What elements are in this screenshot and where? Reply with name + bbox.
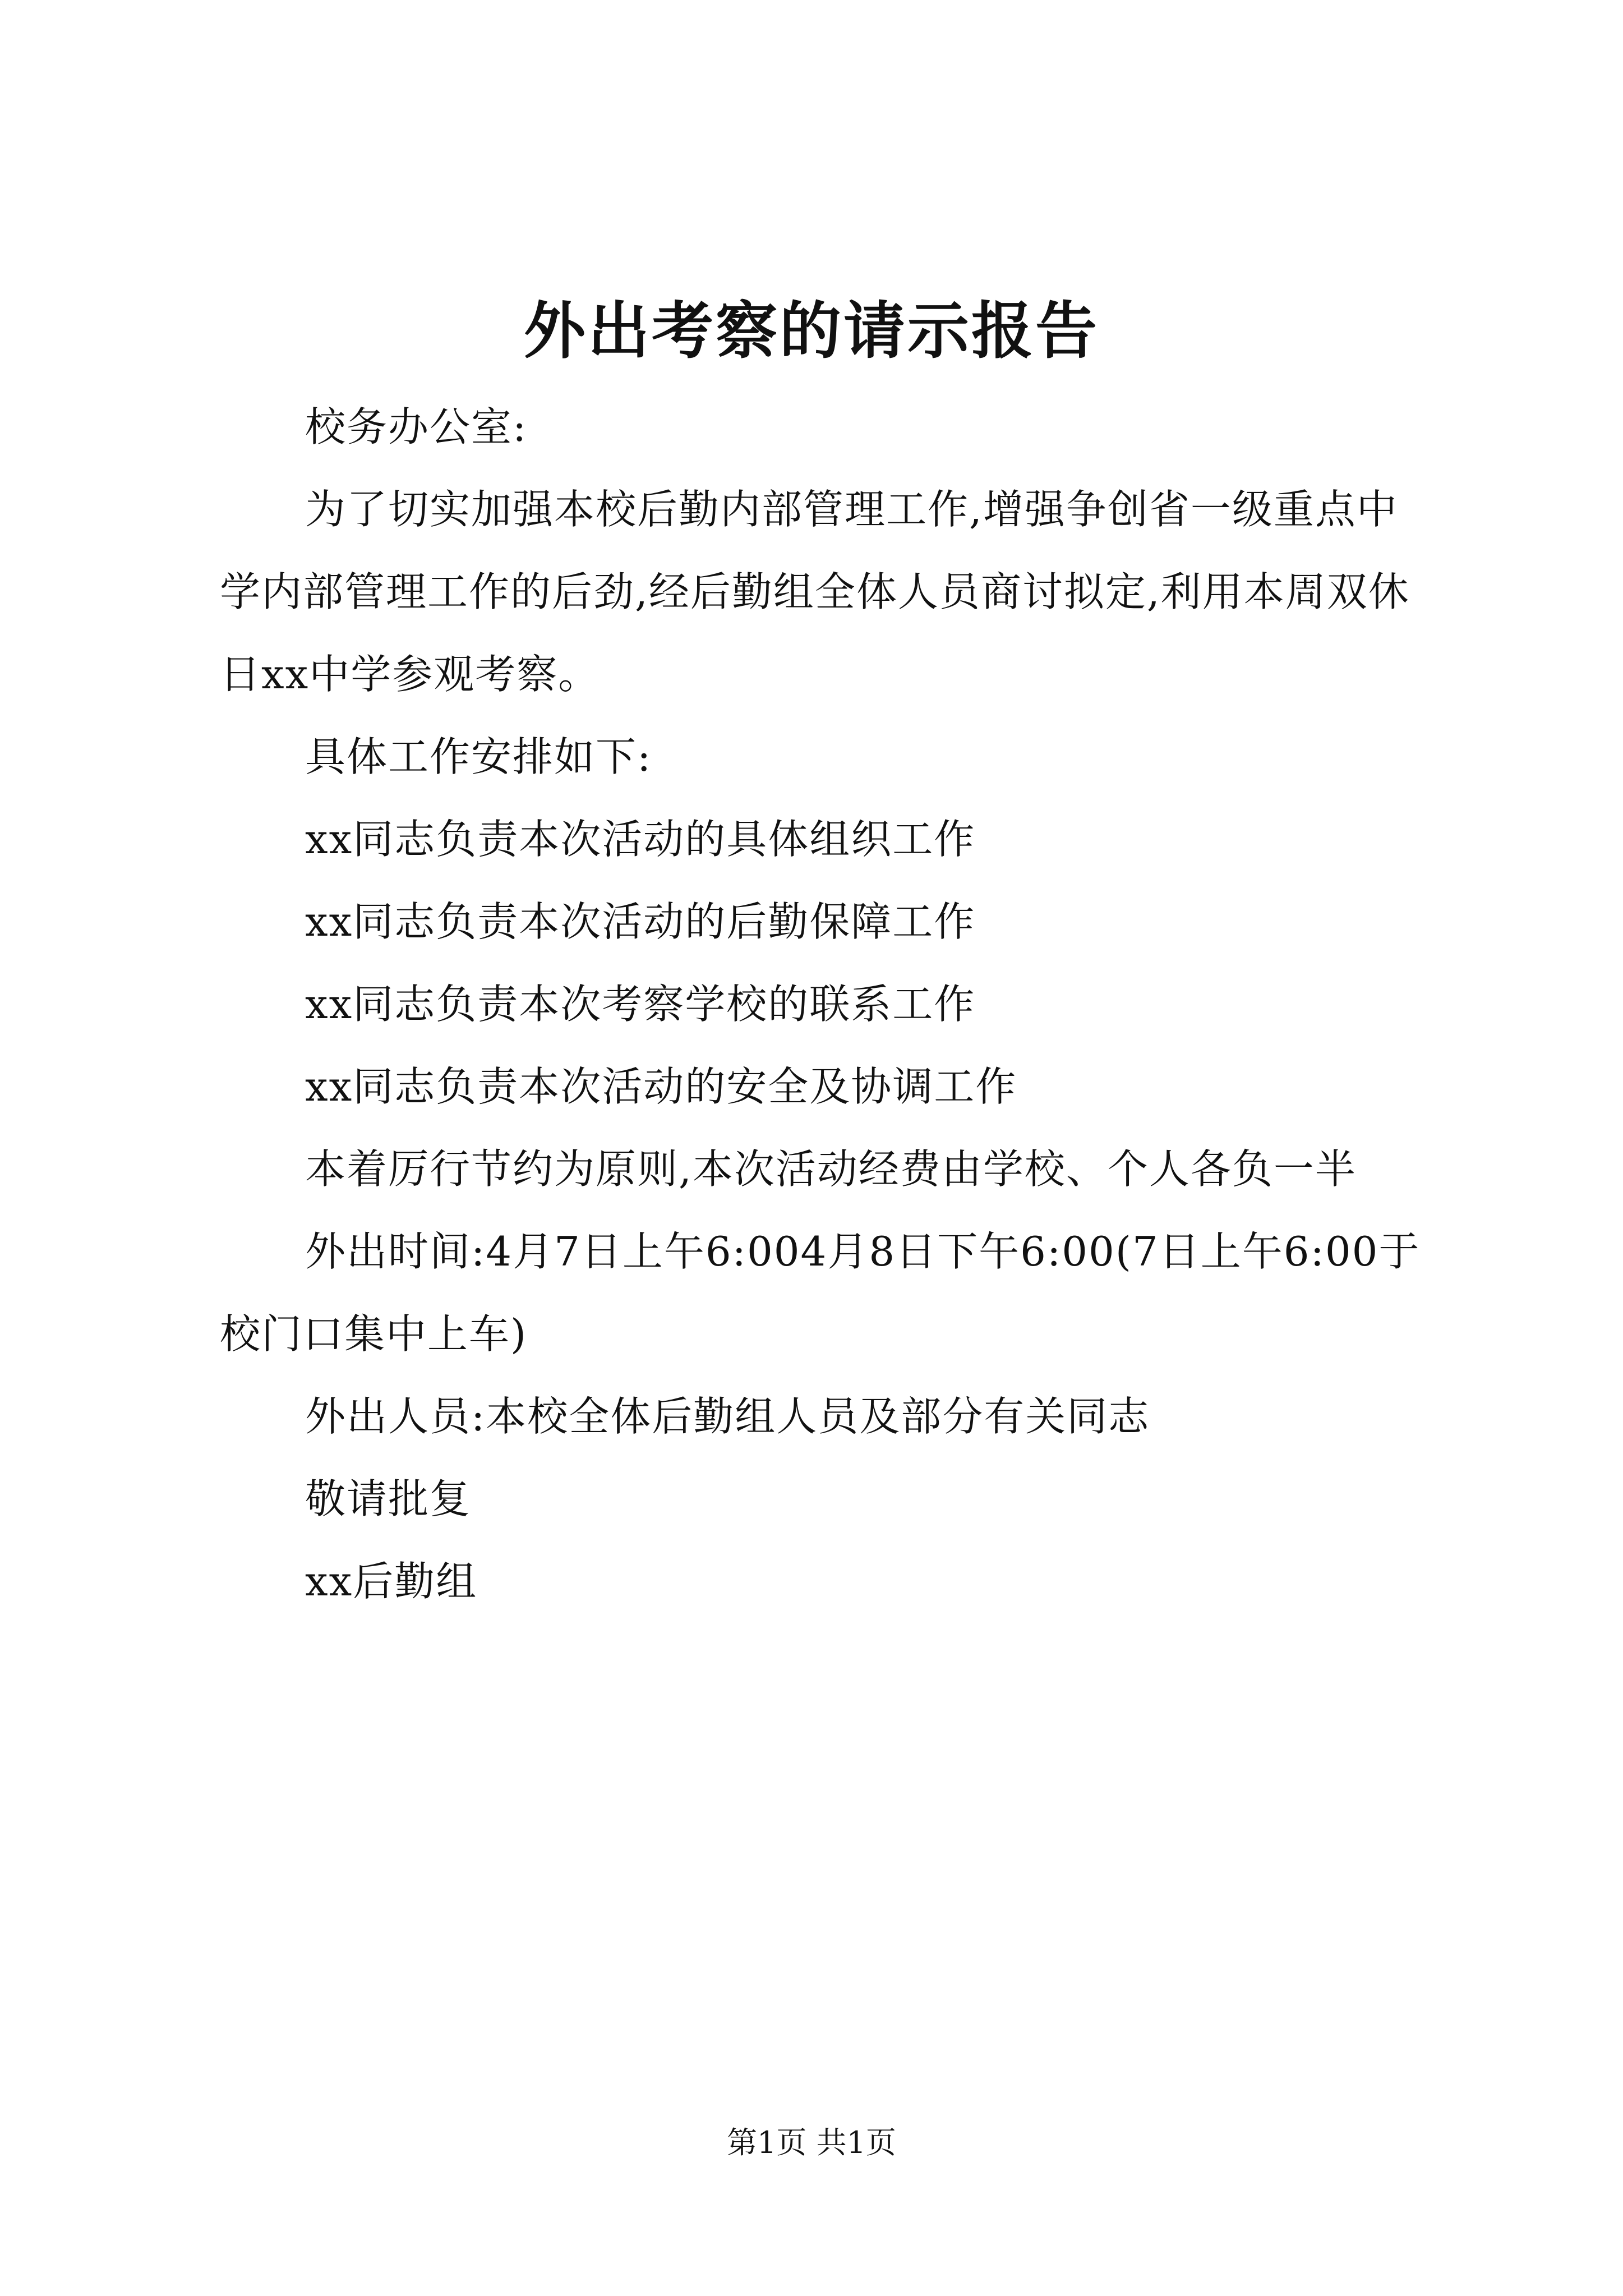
paragraph-departure-time: 外出时间:4月7日上午6:004月8日下午6:00(7日上午6:00于校门口集中上车) xyxy=(220,1228,1421,1358)
salutation: 校务办公室: xyxy=(305,403,528,450)
document-title: 外出考察的请示报告 xyxy=(524,295,1099,367)
paragraph-arrangement-heading: 具体工作安排如下: xyxy=(305,733,652,780)
arrangement-item: xx同志负责本次活动的后勤保障工作 xyxy=(305,898,976,945)
paragraph-funding: 本着厉行节约为原则,本次活动经费由学校、个人各负一半 xyxy=(305,1145,1357,1193)
arrangement-item: xx同志负责本次活动的具体组织工作 xyxy=(305,816,976,863)
arrangement-item: xx同志负责本次活动的安全及协调工作 xyxy=(305,1063,1017,1110)
arrangement-item: xx同志负责本次考察学校的联系工作 xyxy=(305,981,976,1028)
paragraph-purpose: 为了切实加强本校后勤内部管理工作,增强争创省一级重点中学内部管理工作的后劲,经后勤组全体人员商讨拟定,利用本周双休日xx中学参观考察。 xyxy=(220,486,1410,698)
document-body xyxy=(220,386,1426,1623)
paragraph-participants: 外出人员:本校全体后勤组人员及部分有关同志 xyxy=(305,1393,1150,1440)
paragraph-request: 敬请批复 xyxy=(305,1475,472,1522)
page-number-footer: 第1页 共1页 xyxy=(727,2125,896,2160)
signature: xx后勤组 xyxy=(305,1558,478,1605)
